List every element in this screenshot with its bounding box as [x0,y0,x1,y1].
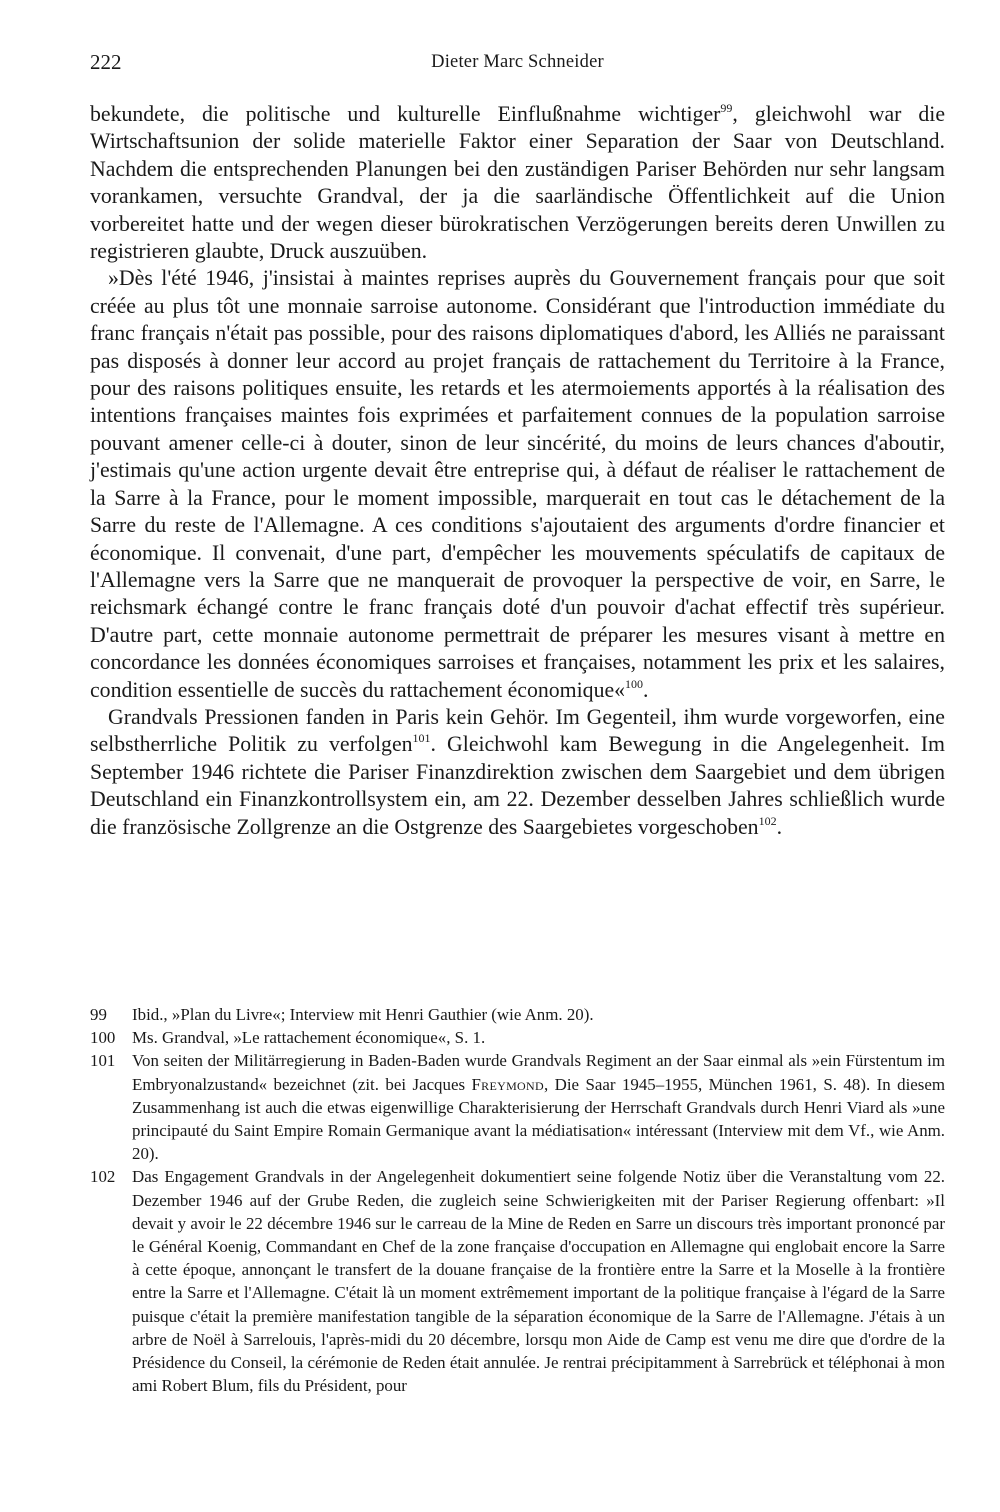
footnote-number: 100 [90,1028,116,1048]
quote-paragraph [90,265,945,704]
footnote-text [132,1049,945,1165]
footnote-text [132,1003,945,1026]
paragraph-3-text-b: . Gleichwohl kam Bewegung in die Angelegenheit. Im September 1946 richtete die Pariser Finanzdirektion zwischen dem Saargebiet und dem übrigen Deutschland ein Finanzkontrollsystem ein, am 22. Dezember desselben Jahres schließlich wurde die französische Zollgrenze an die Ostgrenze des Saargebietes vorgeschoben [90,732,945,839]
footnote-text [132,1165,945,1397]
paragraph-3 [90,704,945,841]
footnotes [90,1003,945,1397]
quote-end: . [643,677,649,702]
footnote-ref-102: 102 [758,813,777,828]
footnote-ref-101: 101 [412,731,431,746]
running-title: Dieter Marc Schneider [431,52,604,72]
footnote-text [132,1026,945,1049]
paragraph-1-text-b: , gleichwohl war die Wirtschaftsunion der solide materielle Faktor einer Separation der Saar von Deutschland. Nachdem die entsprechenden Planungen bei den zuständigen Pariser Behörden nur sehr langsam vorankamen, versuchte Grandval, der ja die saarländische Öffentlichkeit auf die Union vorbereitet hatte und der wegen dieser bürokratischen Verzögerungen bereits deren Unwillen zu registrieren glaubte, Druck auszuüben. [90,102,945,264]
footnote-text-a: Von seiten der Militärregierung in Baden-Baden wurde Grandvals Regiment an der Saar einmal als »ein Fürstentum im Embryonalzustand« bezeichnet (zit. bei Jacques [132,1051,945,1094]
footnote-99 [90,1003,945,1026]
main-text [90,101,945,841]
quote-text: »Dès l'été 1946, j'insistai à maintes reprises auprès du Gouvernement français pour que soit créée au plus tôt une monnaie sarroise autonome. Considérant que l'introduction immédiate du franc français n'était pas possible, pour des raisons diplomatiques d'abord, les Alliés ne paraissant pas disposés à donner leur accord au projet français de rattachement du Territoire à la France, pour des raisons politiques ensuite, les retards et les atermoiements apportés à la réalisation des intentions françaises maintes fois exprimées et parfaitement connues de la population sarroise pouvant amener celle-ci à douter, sinon de leur sincérité, du moins de leurs chances d'aboutir, j'estimais qu'une action urgente devait être entreprise qui, à défaut de réaliser le rattachement de la Sarre à la France, pour le moment impossible, marquerait en tout cas le détachement de la Sarre du reste de l'Allemagne. A ces conditions s'ajoutaient des arguments d'ordre financier et économique. Il convenait, d'une part, d'empêcher les mouvements spéculatifs de capitaux de l'Allemagne vers la Sarre que ne manquerait de provoquer la perspective de voir, en Sarre, le reichsmark échangé contre le franc français doté d'un pouvoir d'achat effectif très supérieur. D'autre part, cette monnaie autonome permettrait de préparer les mesures visant à mettre en concordance les données économiques sarroises et françaises, notamment les prix et les salaires, condition essentielle de succès du rattachement économique« [90,266,945,702]
paragraph-3-text-c: . [776,814,783,839]
footnote-102 [90,1165,945,1397]
page-number: 222 [90,50,122,74]
footnote-number: 102 [90,1167,116,1187]
footnote-text-a: Ibid., »Plan du Livre«; Interview mit Henri Gauthier (wie Anm. 20). [132,1005,594,1024]
footnote-ref-100: 100 [625,676,644,691]
footnote-100 [90,1026,945,1049]
author-name-small-caps: Freymond [471,1074,544,1094]
footnote-text-b: , Die Saar 1945–1955, München 1961, S. 48). In diesem Zusammenhang ist auch die etwas eigenwillige Charakterisierung der Herrschaft Grandvals durch Henri Viard als »une principauté du Saint Empire Romain Germanique avant la médiatisation« intéressant (Interview mit dem Vf., wie Anm. 20). [132,1074,945,1164]
footnote-text-a: Das Engagement Grandvals in der Angelegenheit dokumentiert seine folgende Notiz über die Veranstaltung vom 22. Dezember 1946 auf der Grube Reden, die zugleich seine Schwierigkeiten mit der Pariser Regierung offenbart: »Il devait y avoir le 22 décembre 1946 sur le carreau de la Mine de Reden en Sarre un discours très important prononcé par le Général Koenig, Commandant en Chef de la zone française d'occupation en Allemagne qui englobait encore la Sarre à cette époque, annonçant le transfert de la douane française de la frontière entre la Sarre et la Moselle à la frontière entre la Sarre et l'Allemagne. C'était là un moment extrêmement important de la politique française à l'égard de la Sarre puisque c'était la première manifestation tangible de la séparation économique de la Sarre de l'Allemagne. J'étais à un arbre de Noël à Sarrelouis, l'après-midi du 20 décembre, lorsqu mon Aide de Camp est venu me dire que d'ordre de la Présidence du Conseil, la cérémonie de Reden était annulée. Je rentrai précipitamment à Sarrebrück et téléphonai à mon ami Robert Blum, fils du Président, pour [132,1167,945,1396]
page-header [90,50,945,80]
paragraph-3-text-a: Grandvals Pressionen fanden in Paris kein Gehör. Im Gegenteil, ihm wurde vorgeworfen, eine selbstherrliche Politik zu verfolgen [90,704,945,757]
footnote-text-a: Ms. Grandval, »Le rattachement économique«, S. 1. [132,1028,486,1048]
paragraph-1-text-a: bekundete, die politische und kulturelle Einflußnahme wichtiger [90,102,721,126]
footnote-101 [90,1049,945,1165]
footnote-number: 101 [90,1051,116,1071]
footnote-number: 99 [90,1005,107,1024]
paragraph-1 [90,101,945,265]
footnote-ref-99: 99 [720,101,733,115]
